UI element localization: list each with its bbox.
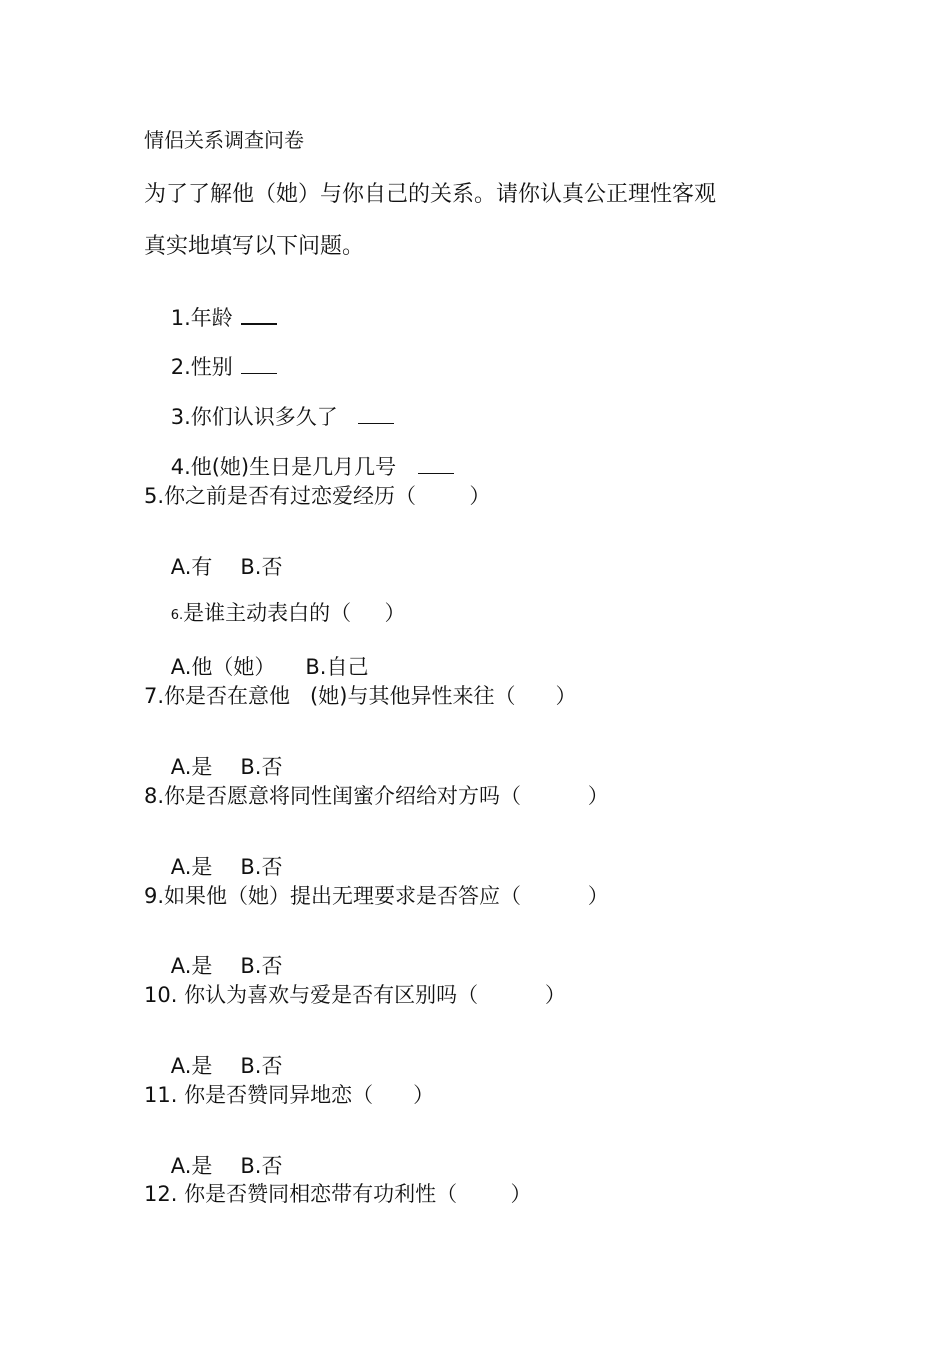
document-title: 情侣关系调查问卷 <box>144 128 304 152</box>
option-b[interactable]: B.否 <box>240 1154 283 1178</box>
option-a[interactable]: A.他（她） <box>170 655 276 679</box>
option-a[interactable]: A.是 <box>170 954 213 978</box>
option-a[interactable]: A.是 <box>170 1154 213 1178</box>
option-a[interactable]: A.是 <box>170 1054 213 1078</box>
question-6-number: 6. <box>170 608 184 623</box>
question-11: 11. 你是否赞同异地恋（ ） <box>144 1083 435 1107</box>
option-b[interactable]: B.否 <box>240 1054 283 1078</box>
question-10: 10. 你认为喜欢与爱是否有区别吗（ ） <box>144 983 566 1007</box>
intro-line-1: 为了了解他（她）与你自己的关系。请你认真公正理性客观 <box>144 182 717 207</box>
question-2-text: 2.性别 <box>170 355 233 379</box>
option-b[interactable]: B.否 <box>240 855 283 879</box>
option-a[interactable]: A.是 <box>170 855 213 879</box>
option-b[interactable]: B.否 <box>240 954 283 978</box>
question-6-text: 是谁主动表白的（ ） <box>183 601 406 625</box>
answer-blank-birthday[interactable] <box>418 472 454 474</box>
question-7: 7.你是否在意他 (她)与其他异性来往（ ） <box>144 684 577 708</box>
option-b[interactable]: B.自己 <box>305 655 369 679</box>
intro-line-2: 真实地填写以下问题。 <box>144 234 365 259</box>
question-12: 12. 你是否赞同相恋带有功利性（ ） <box>144 1182 532 1206</box>
question-9: 9.如果他（她）提出无理要求是否答应（ ） <box>144 884 609 908</box>
answer-blank-duration[interactable] <box>358 422 394 424</box>
option-b[interactable]: B.否 <box>240 755 283 779</box>
option-b[interactable]: B.否 <box>240 555 283 579</box>
question-4-text: 4.他(她)生日是几月几号 <box>170 455 397 479</box>
question-1-text: 1.年龄 <box>170 306 233 330</box>
question-5: 5.你之前是否有过恋爱经历（ ） <box>144 484 491 508</box>
option-a[interactable]: A.是 <box>170 755 213 779</box>
question-3-text: 3.你们认识多久了 <box>170 405 338 429</box>
option-a[interactable]: A.有 <box>170 555 213 579</box>
answer-blank-age[interactable] <box>241 322 277 325</box>
answer-blank-gender[interactable] <box>241 372 277 374</box>
question-8: 8.你是否愿意将同性闺蜜介绍给对方吗（ ） <box>144 784 609 808</box>
